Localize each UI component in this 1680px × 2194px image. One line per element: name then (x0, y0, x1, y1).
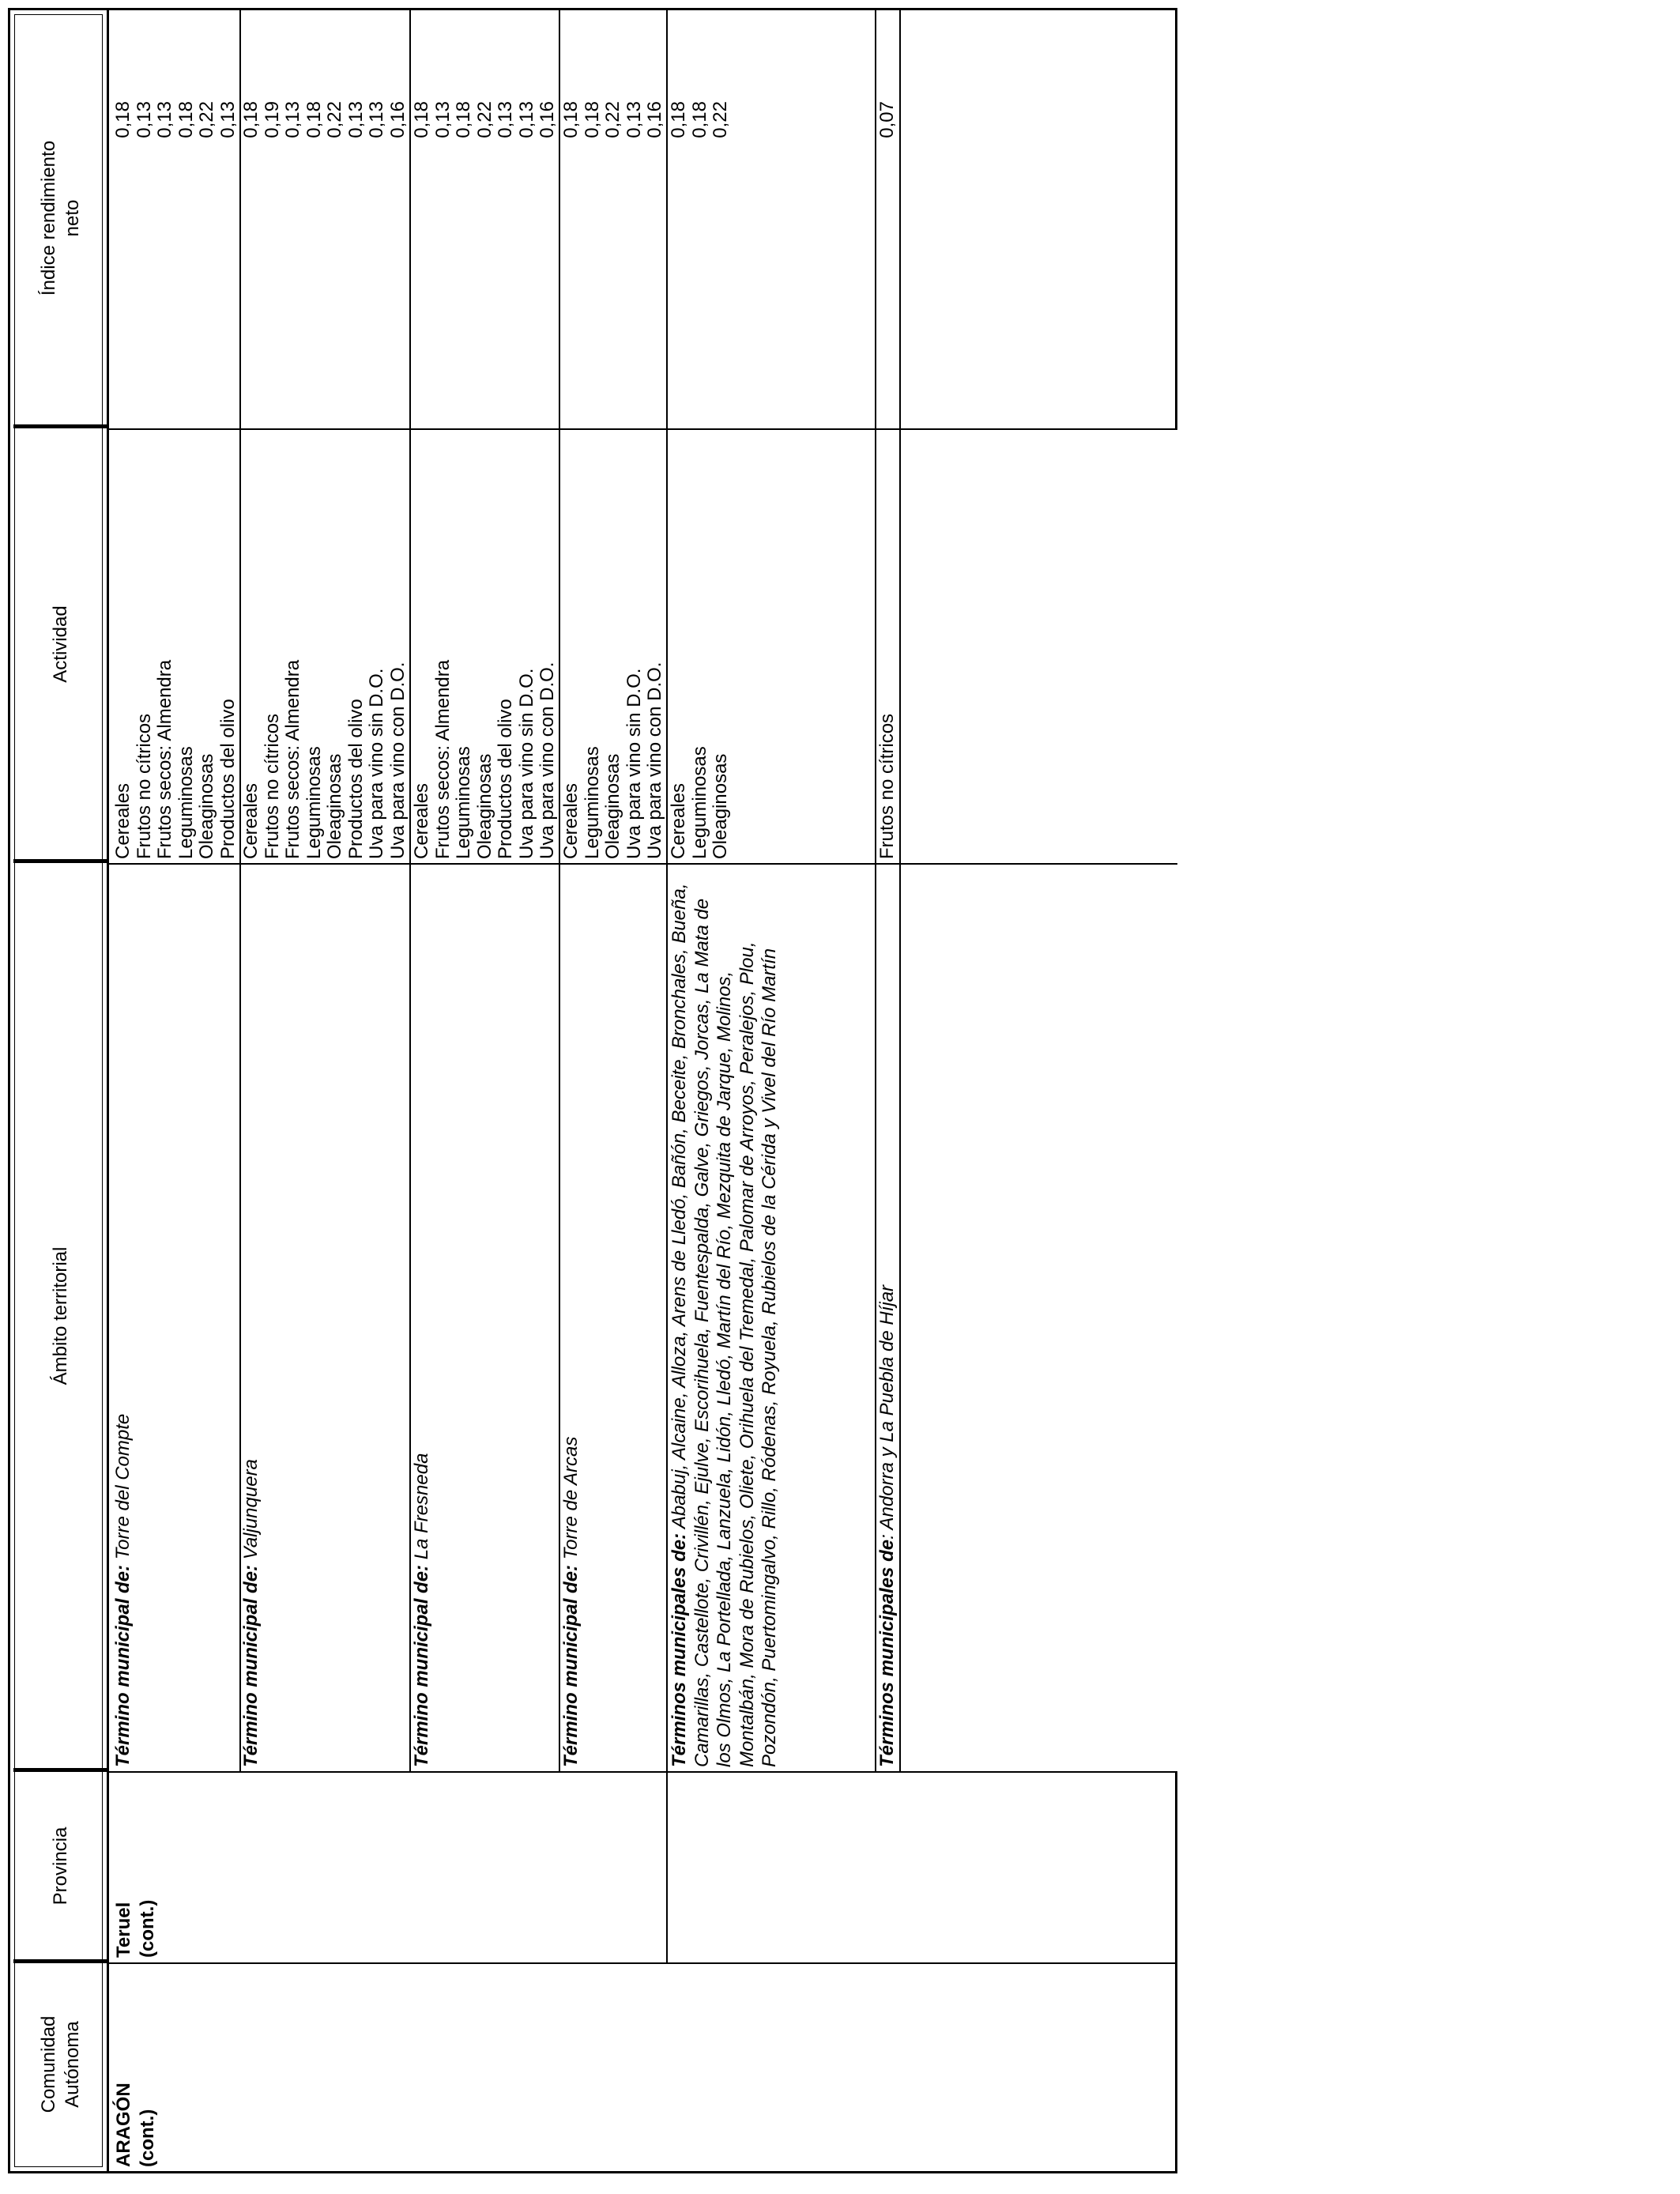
header-ambito: Ámbito territorial (50, 1246, 71, 1385)
ambito-torre-de-arcas: Término municipal de: Torre de Arcas (560, 1436, 582, 1767)
actividad-list: Cereales Frutos secos: Almendra Leguminosas Oleaginosas Productos del olivo Uva para vino sin D.O. Uva para vino con D.O. (411, 659, 558, 859)
rotated-table (8, 8, 1177, 2173)
comunidad-cont: (cont.) (137, 2109, 158, 2167)
ambito-torre-del-compte: Término municipal de: Torre del Compte (112, 1413, 134, 1767)
indice-list: 0,18 0,13 0,13 0,18 0,22 0,13 (112, 101, 239, 138)
provincia-cont: (cont.) (137, 1899, 158, 1958)
indice-list: 0,18 0,19 0,13 0,18 0,22 0,13 0,13 0,16 (240, 101, 409, 138)
ambito-terminos-municipales-list: Términos municipales de: Ababuj, Alcaine, Alloza, Arens de Lledó, Bañón, Beceite, Bronchales, Bueña, Camarillas, Castellote, Crivillén, Ejulve, Escorihuela, Fuentespalda, Galve, Griegos, Jorcas, La Mata de los Olmos, La Portellada, Lanzuela, Lidón, Lledó, Martín del Río, Mezquita de Jarque, Molinos, Montalbán, Mora de Rubielos, Oliete, Orihuela del Tremedal, Palomar de Arroyos, Peralejos, Plou, Pozondón, Puertomingalvo, Rillo, Ródenas, Royuela, Rubielos de la Cérida y Vivel del Río Martín (669, 883, 781, 1767)
indice-list: 0,18 0,18 0,22 (668, 101, 731, 138)
header-actividad: Actividad (50, 605, 71, 683)
table-header (8, 8, 109, 2173)
comunidad-name: ARAGÓN (113, 2083, 134, 2167)
actividad-list: Cereales Leguminosas Oleaginosas (668, 746, 731, 859)
actividad-list: Cereales Frutos no cítricos Frutos secos: Almendra Leguminosas Oleaginosas Productos del olivo (112, 659, 239, 859)
actividad-list: Frutos no cítricos (876, 713, 898, 859)
actividad-list: Cereales Leguminosas Oleaginosas Uva para vino sin D.O. Uva para vino con D.O. (560, 662, 665, 859)
header-indice: Índice rendimiento neto (38, 140, 83, 296)
header-provincia: Provincia (50, 1826, 71, 1906)
indice-list: 0,18 0,18 0,22 0,13 0,16 (560, 101, 665, 138)
indice-list: 0,18 0,13 0,18 0,22 0,13 0,13 0,16 (411, 101, 558, 138)
indice-list: 0,07 (876, 101, 898, 138)
header-comunidad: Comunidad Autónoma (38, 2015, 83, 2113)
actividad-list: Cereales Frutos no cítricos Frutos secos: Almendra Leguminosas Oleaginosas Productos del olivo Uva para vino sin D.O. Uva para vino con D.O. (240, 659, 409, 859)
ambito-la-fresneda: Término municipal de: La Fresneda (411, 1453, 432, 1767)
ambito-andorra: Términos municipales de: Andorra y La Puebla de Híjar (876, 1284, 898, 1767)
provincia-name: Teruel (113, 1902, 134, 1958)
ambito-valjunquera: Término municipal de: Valjunquera (240, 1459, 262, 1767)
